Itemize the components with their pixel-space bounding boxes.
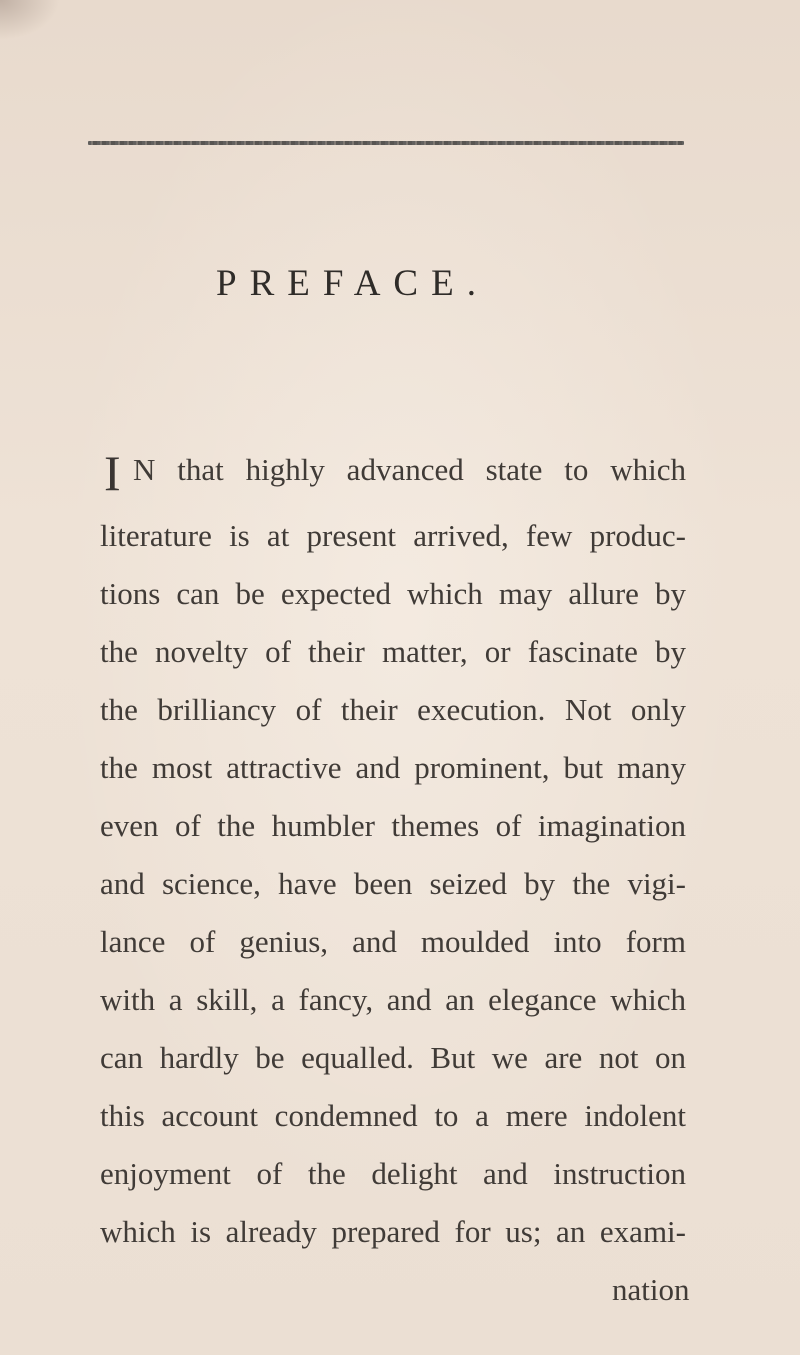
text-line: enjoyment of the delight and instruction: [100, 1156, 686, 1191]
text-line: with a skill, a fancy, and an elegance which: [100, 982, 686, 1017]
page-title: PREFACE.: [216, 263, 489, 304]
text-line: even of the humbler themes of imagination: [100, 808, 686, 843]
text-line: the novelty of their matter, or fascinate by: [100, 634, 686, 669]
text-line: and science, have been seized by the vigi-: [100, 866, 686, 901]
text-line: which is already prepared for us; an exami-: [100, 1214, 686, 1249]
catchword: nation: [612, 1272, 690, 1307]
text-line: tions can be expected which may allure by: [100, 576, 686, 611]
text-line: lance of genius, and moulded into form: [100, 924, 686, 959]
text-line: can hardly be equalled. But we are not on: [100, 1040, 686, 1075]
text-line: the most attractive and prominent, but many: [100, 750, 686, 785]
text-line: literature is at present arrived, few produc-: [100, 518, 686, 553]
text-line: the brilliancy of their execution. Not only: [100, 692, 686, 727]
paragraph-first-line: N that highly advanced state to which: [133, 452, 686, 487]
header-ornamental-rule: [88, 141, 684, 145]
page-corner-shadow: [0, 0, 60, 40]
drop-cap: I: [104, 445, 121, 501]
text-line: this account condemned to a mere indolent: [100, 1098, 686, 1133]
